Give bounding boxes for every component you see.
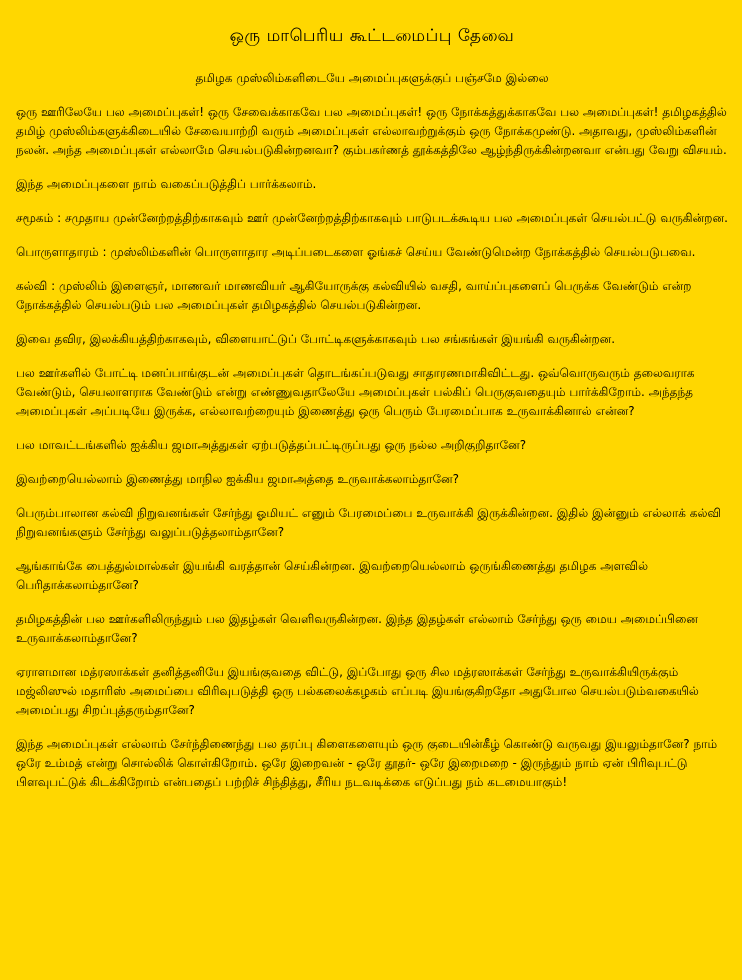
paragraph-state-jamaat: இவற்றையெல்லாம் இணைத்து மாநில ஐக்கிய ஜமாஅத்தை உருவாக்கலாம்தானே?: [16, 472, 460, 486]
paragraph-classify: இந்த அமைப்புகளை நாம் வகைப்படுத்திப் பார்க்கலாம்.: [16, 177, 317, 191]
paragraph-economy: பொருளாதாரம் : முஸ்லிம்களின் பொருளாதார அடிப்படைகளை ஓங்கச் செய்ய வேண்டுமென்ற நோக்கத்தில் செயல்படுபவை.: [16, 245, 696, 259]
article-title: ஒரு மாபெரிய கூட்டமைப்பு தேவை: [229, 26, 515, 46]
paragraph-district-jamaat: பல மாவட்டங்களில் ஐக்கிய ஜமாஅத்துகள் ஏற்படுத்தப்பட்டிருப்பது ஒரு நல்ல அறிகுறிதானே?: [16, 438, 527, 452]
paragraph-society: சமூகம் : சமுதாய முன்னேற்றத்திற்காகவும் ஊர் முன்னேற்றத்திற்காகவும் பாடுபடக்கூடிய பல அமைப்புகள் செயல்பட்டு வருகின்றன.: [16, 211, 728, 225]
paragraph-conclusion: இந்த அமைப்புகள் எல்லாம் சேர்ந்திணைந்து பல தரப்பு கிளைகளையும் ஒரு குடையின்கீழ் கொண்டு வருவது இயலும்தானே? நாம் ஒரே உம்மத் என்று சொல்லிக் கொள்கிறோம். ஒரே இறைவன் - ஒரே தூதர்- ஒரே இறைமறை - இருந்தும் நாம் ஏன் பிரிவுபட்டு பிளவுபட்டுக் கிடக்கிறோம் என்பதைப் பற்றிச் சிந்தித்து, சீரிய நடவடிக்கை எடுப்பது நம் கடமையாகும்!: [16, 737, 718, 789]
paragraph-baitulmal: ஆங்காங்கே பைத்துல்மால்கள் இயங்கி வரத்தான் செய்கின்றன. இவற்றையெல்லாம் ஒருங்கிணைத்து தமிழக அளவில் பெரிதாக்கலாம்தானே?: [16, 559, 649, 592]
paragraph-literature-sports: இவை தவிர, இலக்கியத்திற்காகவும், விளையாட்டுப் போட்டிகளுக்காகவும் பல சங்கங்கள் இயங்கி வருகின்றன.: [16, 332, 616, 346]
article-subtitle: தமிழக முஸ்லிம்களிடையே அமைப்புகளுக்குப் பஞ்சமே இல்லை: [195, 71, 549, 85]
paragraph-education: கல்வி : முஸ்லிம் இளைஞர், மாணவர் மாணவியர் ஆகியோருக்கு கல்வியில் வசதி, வாய்ப்புகளைப் பெருக்க வேண்டும் என்ற நோக்கத்தில் செயல்படும் பல அமைப்புகள் தமிழகத்தில் செயல்படுகின்றன.: [16, 279, 692, 312]
paragraph-magazines: தமிழகத்தின் பல ஊர்களிலிருந்தும் பல இதழ்கள் வெளிவருகின்றன. இந்த இதழ்கள் எல்லாம் சேர்ந்து ஒரு மைய அமைப்பினை உருவாக்கலாம்தானே?: [16, 612, 698, 645]
paragraph-intro: ஒரு ஊரிலேயே பல அமைப்புகள்! ஒரு சேவைக்காகவே பல அமைப்புகள்! ஒரு நோக்கத்துக்காகவே பல அமைப்புகள்! தமிழகத்தில் தமிழ் முஸ்லிம்களுக்கிடையில் சேவையாற்றி வரும் அமைப்புகள் எல்லாவற்றுக்கும் ஒரு நோக்கமுண்டு. அதாவது, முஸ்லிம்களின் நலன். அந்த அமைப்புகள் எல்லாமே செயல்படுகின்றனவா? கும்பகர்ணத் தூக்கத்திலே ஆழ்ந்திருக்கின்றனவா என்பது வேறு விசயம்.: [16, 105, 727, 157]
paragraph-educational-institutions: பெரும்பாலான கல்வி நிறுவனங்கள் சேர்ந்து ஓமியட் எனும் பேரமைப்பை உருவாக்கி இருக்கின்றன. இதில் இன்னும் எல்லாக் கல்வி நிறுவனங்களும் சேர்ந்து வலுப்படுத்தலாம்தானே?: [16, 506, 722, 539]
paragraph-competition: பல ஊர்களில் போட்டி மனப்பாங்குடன் அமைப்புகள் தொடங்கப்படுவது சாதாரணமாகிவிட்டது. ஒவ்வொருவரும் தலைவராக வேண்டும், செயலாளராக வேண்டும் என்று எண்ணுவதாலேயே அமைப்புகள் பல்கிப் பெருகுவதையும் பார்க்கிறோம். அந்தந்த அமைப்புகள் அப்படியே இருக்க, எல்லாவற்றையும் இணைத்து ஒரு பெரும் பேரமைப்பாக உருவாக்கினால் என்ன?: [16, 366, 695, 418]
paragraph-madrasas: ஏராளமான மத்ரஸாக்கள் தனித்தனியே இயங்குவதை விட்டு, இப்போது ஒரு சில மத்ரஸாக்கள் சேர்ந்து உருவாக்கியிருக்கும் மஜ்லிஸுல் மதாரிஸ் அமைப்பை விரிவுபடுத்தி ஒரு பல்கலைக்கழகம் எப்படி இயங்குகிறதோ அதுபோல செயல்படும்வகையில் அமைப்பது சிறப்புத்தரும்தானே?: [16, 665, 699, 717]
